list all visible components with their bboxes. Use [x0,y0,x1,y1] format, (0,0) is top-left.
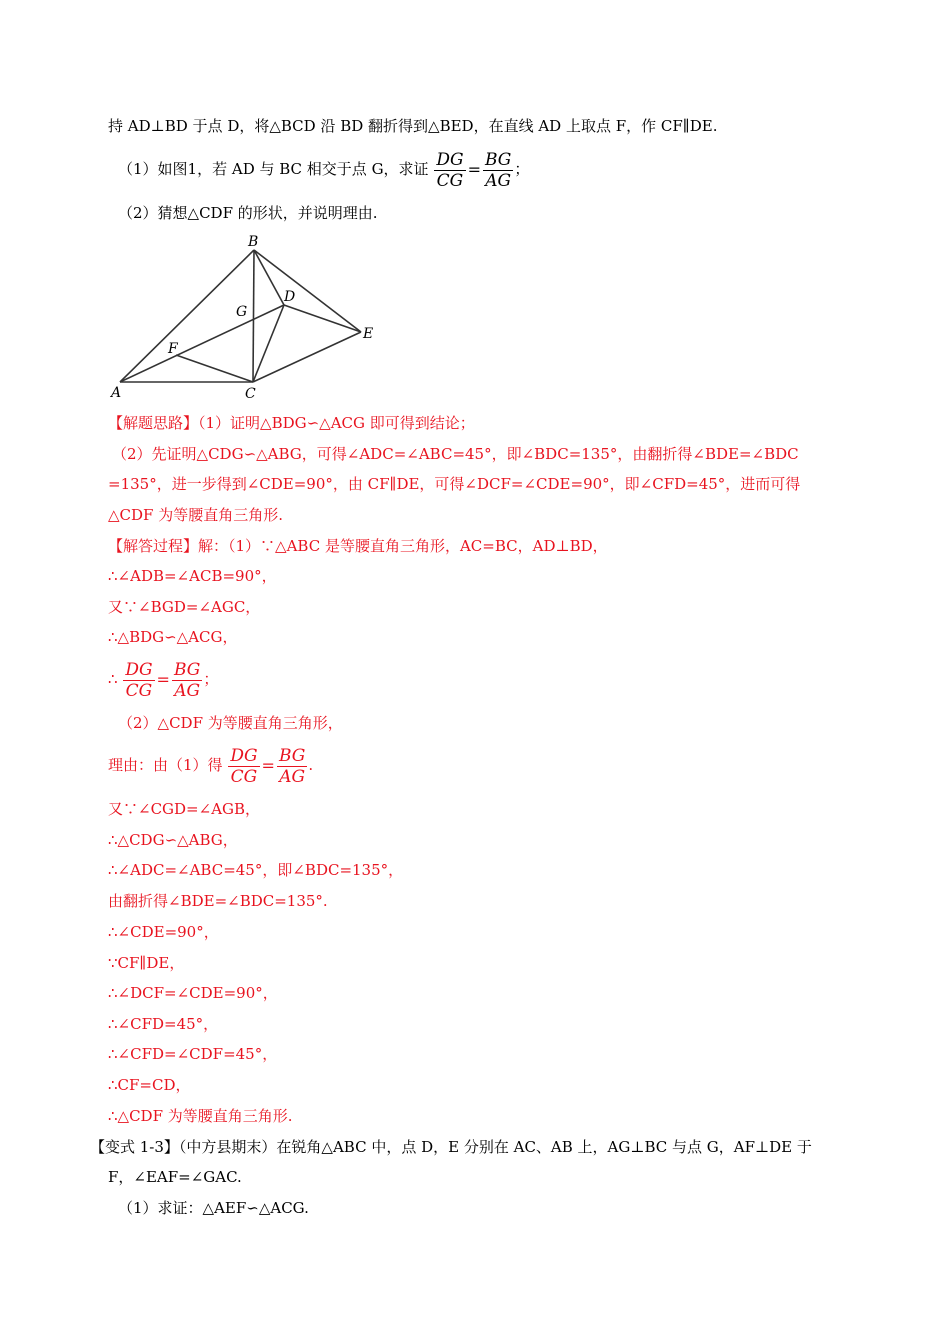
intro-line: 持 AD⊥BD 于点 D，将△BCD 沿 BD 翻折得到△BED，在直线 AD 上取点 F，作 CF∥DE. [108,117,718,135]
reason-prefix: 理由：由（1）得 [108,756,223,774]
segment-ad [120,305,284,382]
question-2: （2）猜想△CDF 的形状，并说明理由. [118,204,378,222]
fraction-bg-ag [172,660,202,701]
line-suffix: . [308,756,314,774]
solution-line-6: （2）△CDF 为等腰直角三角形， [118,714,343,732]
label-d: D [284,289,296,305]
segment-de [284,305,361,332]
variant-line-3: （1）求证：△AEF∽△ACG. [118,1199,309,1217]
label-g: G [236,304,248,320]
fraction-denominator: AG [174,680,201,701]
question-1-prefix: （1）如图1，若 AD 与 BC 相交于点 G，求证 [118,160,429,178]
solution-line-5 [108,656,218,702]
segment-be [254,250,361,332]
line-suffix: ； [203,670,219,688]
segment-ab [120,250,254,382]
fraction-denominator: CG [436,170,464,191]
label-b: B [248,234,259,250]
solution-line-2: ∴∠ADB=∠ACB=90°， [108,567,277,585]
solution-line-15: ∴∠CFD=45°， [108,1015,219,1033]
label-a: A [111,385,122,401]
solution-line-14: ∴∠DCF=∠CDE=90°， [108,984,278,1002]
fraction-denominator: AG [279,766,306,787]
segment-bd [254,250,284,305]
solution-line-18: ∴△CDF 为等腰直角三角形. [108,1107,293,1125]
thinking-line-2: （2）先证明△CDG∽△ABG，可得∠ADC=∠ABC=45°，即∠BDC=135°，由翻折得∠BDE=∠BDC [112,445,799,463]
solution-line-16: ∴∠CFD=∠CDF=45°， [108,1045,278,1063]
fraction-dg-cg [123,660,154,701]
segment-ce [253,332,361,382]
fraction-bg-ag [277,746,307,787]
equals-sign: = [156,670,170,689]
thinking-line-3: =135°，进一步得到∠CDE=90°，由 CF∥DE，可得∠DCF=∠CDE=90°，即∠CFD=45°，进而可得 [108,475,801,493]
solution-line-17: ∴CF=CD， [108,1076,191,1094]
question-1 [118,146,529,192]
solution-line-10: ∴∠ADC=∠ABC=45°，即∠BDC=135°， [108,861,404,879]
equals-sign: = [261,756,275,775]
solution-line-9: ∴△CDG∽△ABG， [108,831,238,849]
fraction-numerator: BG [173,659,201,680]
fraction-dg-cg [228,746,259,787]
solution-line-7 [108,742,313,788]
fraction-denominator: CG [230,766,258,787]
solution-line-13: ∵CF∥DE， [108,954,185,972]
segment-bc [253,250,254,382]
fraction-denominator: AG [485,170,512,191]
variant-line-1: 【变式 1-3】（中方县期末）在锐角△ABC 中，点 D，E 分别在 AC、AB 上，AG⊥BC 与点 G，AF⊥DE 于 [90,1138,812,1156]
label-f: F [168,341,178,357]
label-c: C [245,386,256,402]
thinking-line-4: △CDF 为等腰直角三角形. [108,506,283,524]
solution-line-8: 又∵∠CGD=∠AGB， [108,800,261,818]
solution-line-11: 由翻折得∠BDE=∠BDC=135°. [108,892,328,910]
fraction-numerator: DG [230,745,258,766]
fraction-dg-cg [434,150,465,191]
fraction-numerator: DG [125,659,153,680]
therefore-symbol: ∴ [108,670,118,688]
fraction-numerator: BG [278,745,306,766]
geometry-figure [108,232,388,402]
equals-sign: = [467,160,481,179]
label-e: E [363,326,374,342]
fraction-numerator: BG [484,149,512,170]
fraction-numerator: DG [436,149,464,170]
solution-line-3: 又∵∠BGD=∠AGC， [108,598,261,616]
segment-fc [176,355,253,382]
variant-line-2: F，∠EAF=∠GAC. [108,1168,242,1186]
fraction-bg-ag [483,150,513,191]
solution-line-4: ∴△BDG∽△ACG， [108,628,238,646]
solution-line-1: 【解答过程】解：（1）∵△ABC 是等腰直角三角形，AC=BC，AD⊥BD， [108,537,608,555]
thinking-line-1: 【解题思路】（1）证明△BDG∽△ACG 即可得到结论； [108,414,475,432]
fraction-denominator: CG [125,680,153,701]
question-1-suffix: ； [514,160,530,178]
solution-line-12: ∴∠CDE=90°， [108,923,219,941]
